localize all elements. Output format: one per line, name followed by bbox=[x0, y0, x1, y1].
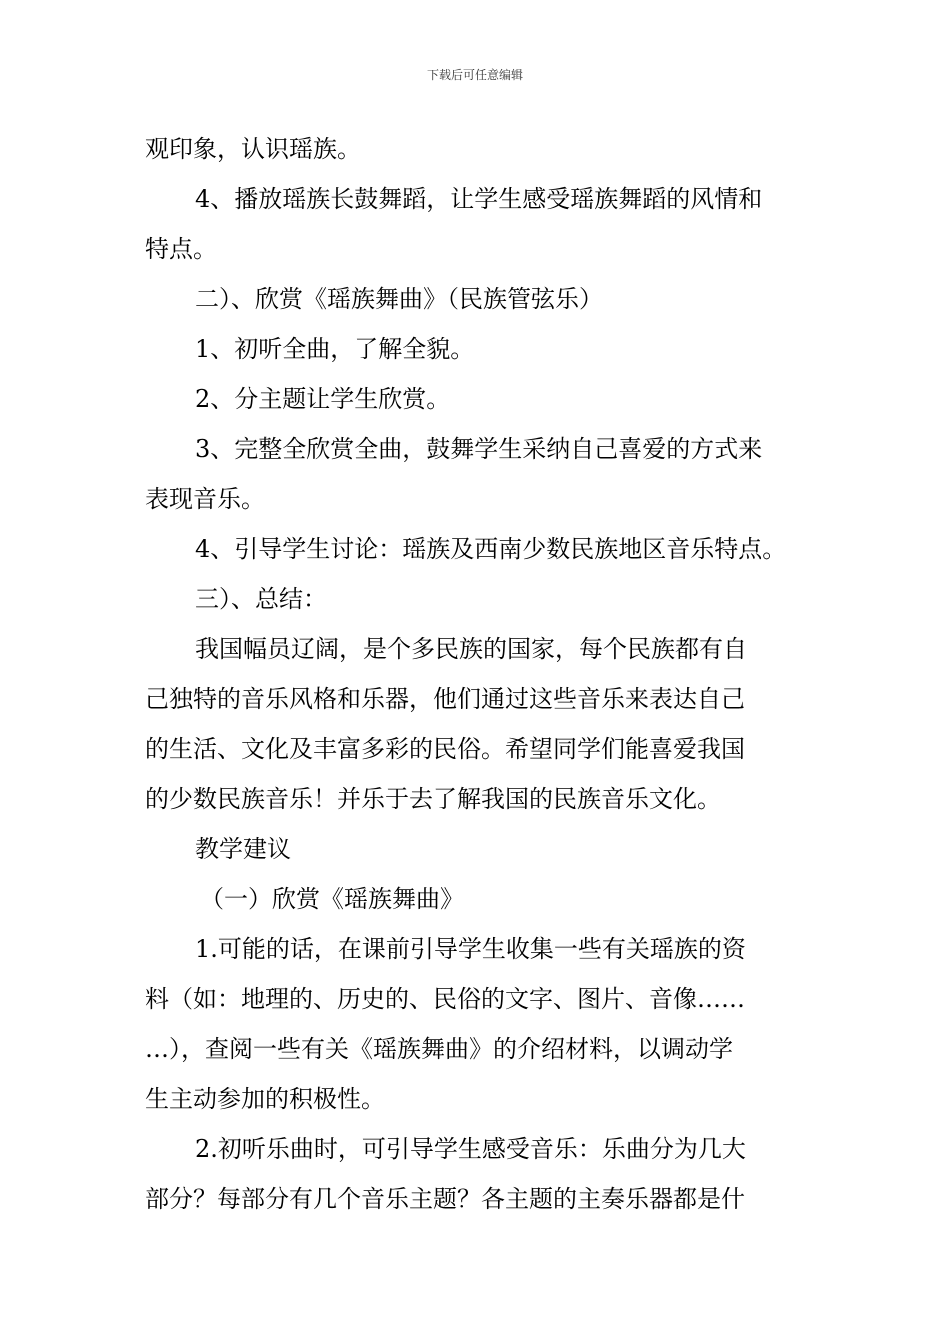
paragraph-line: 我国幅员辽阔，是个多民族的国家，每个民族都有自 bbox=[195, 635, 747, 663]
text-line: 4、播放瑶族长鼓舞蹈，让学生感受瑶族舞蹈的风情和 bbox=[195, 185, 763, 213]
text-line: 观印象，认识瑶族。 bbox=[145, 135, 361, 163]
paragraph-line: 己独特的音乐风格和乐器，他们通过这些音乐来表达自己 bbox=[145, 685, 745, 713]
paragraph-line: 部分？每部分有几个音乐主题？各主题的主奏乐器都是什 bbox=[145, 1185, 745, 1213]
paragraph-line: 的少数民族音乐！并乐于去了解我国的民族音乐文化。 bbox=[145, 785, 721, 813]
paragraph-line: 的生活、文化及丰富多彩的民俗。希望同学们能喜爱我国 bbox=[145, 735, 745, 763]
document-body bbox=[145, 124, 810, 1224]
text-line: 表现音乐。 bbox=[145, 485, 265, 513]
list-item: 3、完整全欣赏全曲，鼓舞学生采纳自己喜爱的方式来 bbox=[195, 435, 763, 463]
list-item: 2、分主题让学生欣赏。 bbox=[195, 385, 451, 413]
paragraph-line: 2.初听乐曲时，可引导学生感受音乐：乐曲分为几大 bbox=[195, 1135, 746, 1163]
text-line: 特点。 bbox=[145, 235, 217, 263]
paragraph-line: …），查阅一些有关《瑶族舞曲》的介绍材料，以调动学 bbox=[145, 1035, 733, 1063]
list-item: 4、引导学生讨论：瑶族及西南少数民族地区音乐特点。 bbox=[195, 535, 787, 563]
paragraph-line: 1.可能的话，在课前引导学生收集一些有关瑶族的资 bbox=[195, 935, 746, 963]
section-heading: 二）、欣赏《瑶族舞曲》（民族管弦乐） bbox=[195, 285, 603, 313]
paragraph-line: 料（如：地理的、历史的、民俗的文字、图片、音像…… bbox=[145, 985, 745, 1013]
subsection-heading: （一）欣赏《瑶族舞曲》 bbox=[200, 885, 464, 913]
list-item: 1、初听全曲，了解全貌。 bbox=[195, 335, 475, 363]
paragraph-line: 生主动参加的积极性。 bbox=[145, 1085, 385, 1113]
page-header: 下载后可任意编辑 bbox=[426, 68, 523, 82]
section-heading: 三）、总结： bbox=[195, 585, 327, 613]
section-heading: 教学建议 bbox=[195, 835, 291, 863]
